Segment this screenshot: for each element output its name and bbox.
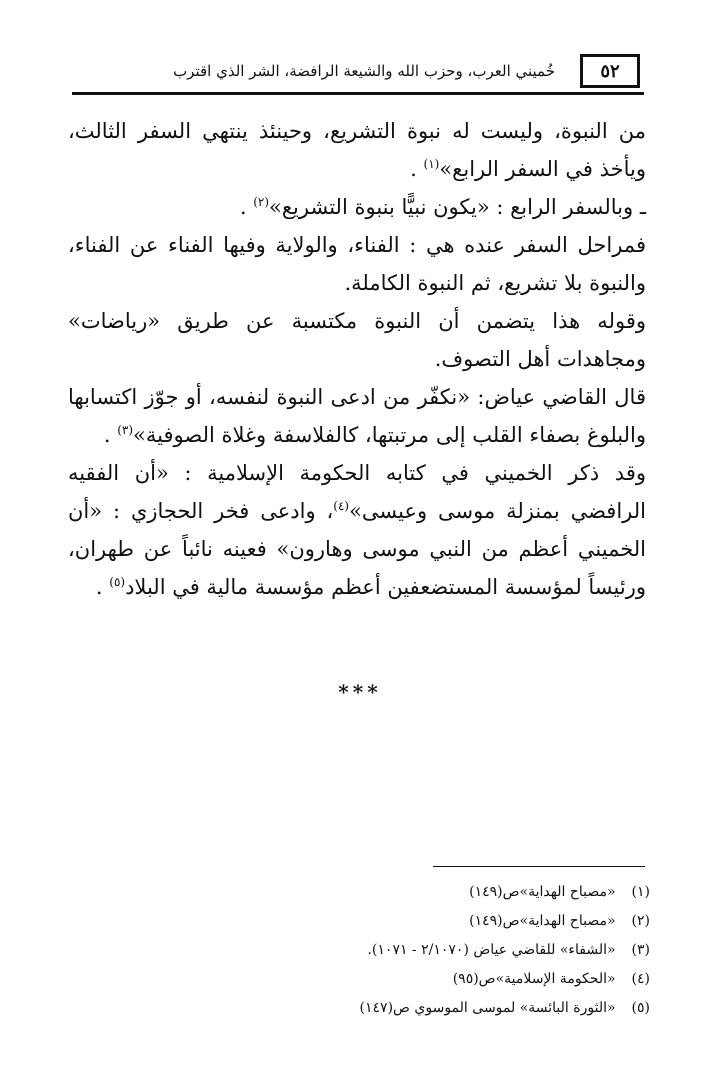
footnote-ref-1: (١)	[423, 157, 440, 171]
footnote-ref-4: (٤)	[333, 499, 350, 513]
footnotes	[200, 878, 650, 1023]
page-number: ٥٢	[600, 60, 620, 82]
body-text	[68, 112, 646, 606]
section-separator: ***	[338, 680, 382, 704]
running-title: خُميني العرب، وحزب الله والشيعة الرافضة، الشر الذي اقترب	[173, 62, 555, 80]
footnote-3: (٣) «الشفاء» للقاضي عياض (٢/١٠٧٠ - ١٠٧١).	[367, 942, 650, 958]
paragraph-3: فمراحل السفر عنده هي : الفناء، والولاية وفيها الفناء عن الفناء، والنبوة بلا تشريع، ثم النبوة الكاملة.	[68, 233, 646, 295]
footnote-ref-2: (٢)	[253, 195, 270, 209]
paragraph-4: وقوله هذا يتضمن أن النبوة مكتسبة عن طريق «رياضات» ومجاهدات أهل التصوف.	[68, 309, 646, 371]
paragraph-2: ـ وبالسفر الرابع : «يكون نبيًّا بنبوة التشريع»$^{(٢)}$ .	[239, 195, 646, 219]
page-number-box	[580, 54, 640, 88]
footnote-rule	[433, 866, 645, 867]
footnote-ref-3: (٣)	[117, 423, 134, 437]
footnote-2: (٢) «مصباح الهداية»ص(١٤٩)	[469, 913, 650, 929]
footnote-1: (١) «مصباح الهداية»ص(١٤٩)	[469, 884, 650, 900]
paragraph-6: وقد ذكر الخميني في كتابه الحكومة الإسلامية : «أن الفقيه الرافضي بمنزلة موسى وعيسى»$^{(٤)}$، وادعى فخر الحجازي : «أن الخميني أعظم من النبي موسى وهارون» فعينه نائباً عن طهران، ورئيساً لمؤسسة المستضعفين أعظم مؤسسة مالية في البلاد$^{(٥)}$ .	[68, 461, 646, 599]
footnote-5: (٥) «الثورة البائسة» لموسى الموسوي ص(١٤٧)	[359, 1000, 650, 1016]
footnote-4: (٤) «الحكومة الإسلامية»ص(٩٥)	[452, 971, 650, 987]
paragraph-1: من النبوة، وليست له نبوة التشريع، وحينئذ ينتهي السفر الثالث، ويأخذ في السفر الرابع»$^{(١)}$ .	[68, 119, 646, 181]
footnote-ref-5: (٥)	[109, 575, 126, 589]
paragraph-5: قال القاضي عياض: «نكفّر من ادعى النبوة لنفسه، أو جوّز اكتسابها والبلوغ بصفاء القلب إلى مرتبتها، كالفلاسفة وغلاة الصوفية»$^{(٣)}$ .	[68, 385, 646, 447]
header-rule	[72, 92, 644, 95]
